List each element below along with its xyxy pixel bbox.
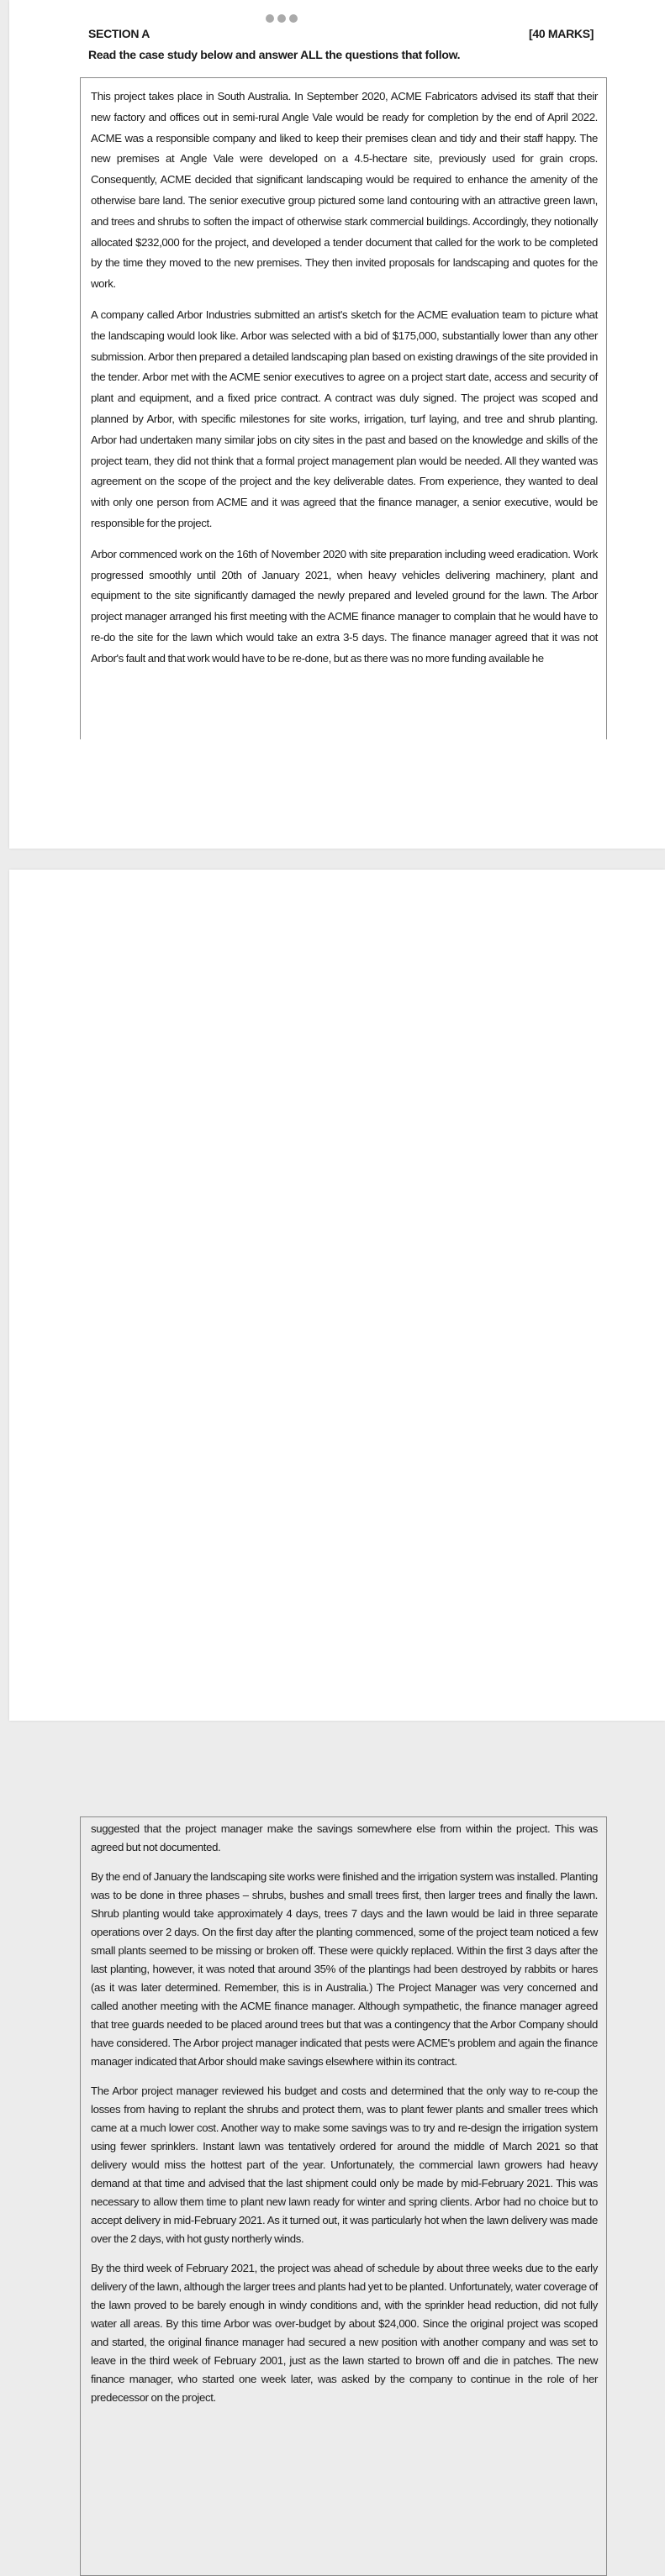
paragraph: Arbor commenced work on the 16th of November 2020 with site preparation including weed eradication. Work progressed smoothly until 20th of January 2021, when heavy vehicles delivering machinery, plant and equipment to the site significantly damaged the newly prepared and leveled ground for the lawn. The Arbor project manager arranged his first meeting with the ACME finance manager to complain that he would have to re-do the site for the lawn which would take an extra 3-5 days. The finance manager agreed that it was not Arbor's fault and that work would have to be re-done, but as there was no more funding available he	[91, 547, 598, 665]
paragraph: The Arbor project manager reviewed his budget and costs and determined that the only way to re-coup the losses from having to replant the shrubs and protect them, was to plant fewer plants and smaller trees which came at a much lower cost. Another way to make some savings was to try and re-design the irrigation system using fewer sprinklers. Instant lawn was tentatively ordered for around the middle of March 2021 so that delivery would miss the hottest part of the year. Unfortunately, the commercial lawn growers had heavy demand at that time and advised that the last shipment could only be made by mid-February 2021. This was necessary to allow them time to plant new lawn ready for winter and spring clients. Arbor had no choice but to accept delivery in mid-February 2021. As it turned out, it was particularly hot when the lawn delivery was made over the 2 days, with hot gusty northerly winds.	[91, 2084, 598, 2245]
paragraph: By the third week of February 2021, the project was ahead of schedule by about three weeks due to the early delivery of the lawn, although the larger trees and plants had yet to be planted. Unfortunately, water coverage of the lawn proved to be barely enough in windy conditions and, with the sprinkler head reduction, did not fully water all areas. By this time Arbor was over-budget by about $24,000. Since the original project was scoped and started, the original finance manager had secured a new position with another company and was set to leave in the third week of February 2001, just as the lawn started to brown off and die in patches. The new finance manager, who started one week later, was asked by the company to continue in the role of her predecessor on the project.	[91, 2262, 598, 2404]
document-page-1	[9, 0, 665, 849]
section-title: SECTION A	[88, 27, 150, 40]
document-page-2	[9, 870, 665, 2404]
paragraph: By the end of January the landscaping site works were finished and the irrigation system was installed. Planting was to be done in three phases – shrubs, bushes and small trees first, then larger trees and finally the lawn. Shrub planting would take approximately 4 days, trees 7 days and the lawn would be laid in three separate operations over 2 days. On the first day after the planting commenced, some of the project team noticed a few small plants seemed to be missing or broken off. These were quickly replaced. Within the first 3 days after the last planting, however, it was noted that around 35% of the plantings had been destroyed by rabbits or hares (as it was later determined. Remember, this is in Australia.) The Project Manager was very concerned and called another meeting with the ACME finance manager. Although sympathetic, the finance manager agreed that tree guards needed to be placed around trees but that was a contingency that the Arbor Company should have considered. The Arbor project manager indicated that pests were ACME's problem and again the finance manager indicated that Arbor should make savings elsewhere within its contract.	[91, 1870, 598, 2068]
case-study-box-part-2	[80, 1816, 607, 2576]
box-top-border	[81, 1816, 606, 1817]
paragraph: This project takes place in South Australia. In September 2020, ACME Fabricators advised its staff that their new factory and offices out in semi-rural Angle Vale would be ready for completion by the end of April 2022. ACME was a responsible company and liked to keep their premises clean and tidy and their staff happy. The new premises at Angle Vale were developed on a 4.5-hectare site, previously used for grain crops. Consequently, ACME decided that significant landscaping would be required to enhance the amenity of the otherwise bare land. The senior executive group pictured some land contouring with an attractive green lawn, and trees and shrubs to soften the impact of otherwise stark commercial buildings. Accordingly, they notionally allocated $232,000 for the project, and developed a tender document that called for the work to be completed by the time they moved to the new premises. They then invited proposals for landscaping and quotes for the work.	[91, 90, 598, 291]
marks-label: [40 MARKS]	[529, 27, 594, 40]
case-study-box-part-1	[80, 77, 607, 739]
paragraph: A company called Arbor Industries submitted an artist's sketch for the ACME evaluation team to picture what the landscaping would look like. Arbor was selected with a bid of $175,000, substantially lower than any other submission. Arbor then prepared a detailed landscaping plan based on existing drawings of the site provided in the tender. Arbor met with the ACME senior executives to agree on a project start date, access and security of plant and equipment, and a fixed price contract. A contract was duly signed. The project was scoped and planned by Arbor, with specific milestones for site works, irrigation, turf laying, and tree and shrub planting. Arbor had undertaken many similar jobs on city sites in the past and based on the knowledge and skills of the project team, they did not think that a formal project management plan would be needed. All they wanted was agreement on the scope of the project and the key deliverable dates. From experience, they wanted to deal with only one person from ACME and it was agreed that the finance manager, a senior executive, would be responsible for the project.	[91, 308, 598, 529]
instruction-text: Read the case study below and answer ALL the questions that follow.	[88, 48, 461, 61]
more-options-icon[interactable]	[266, 14, 298, 23]
paragraph: suggested that the project manager make the savings somewhere else from within the project. This was agreed but not documented.	[91, 1822, 598, 1853]
